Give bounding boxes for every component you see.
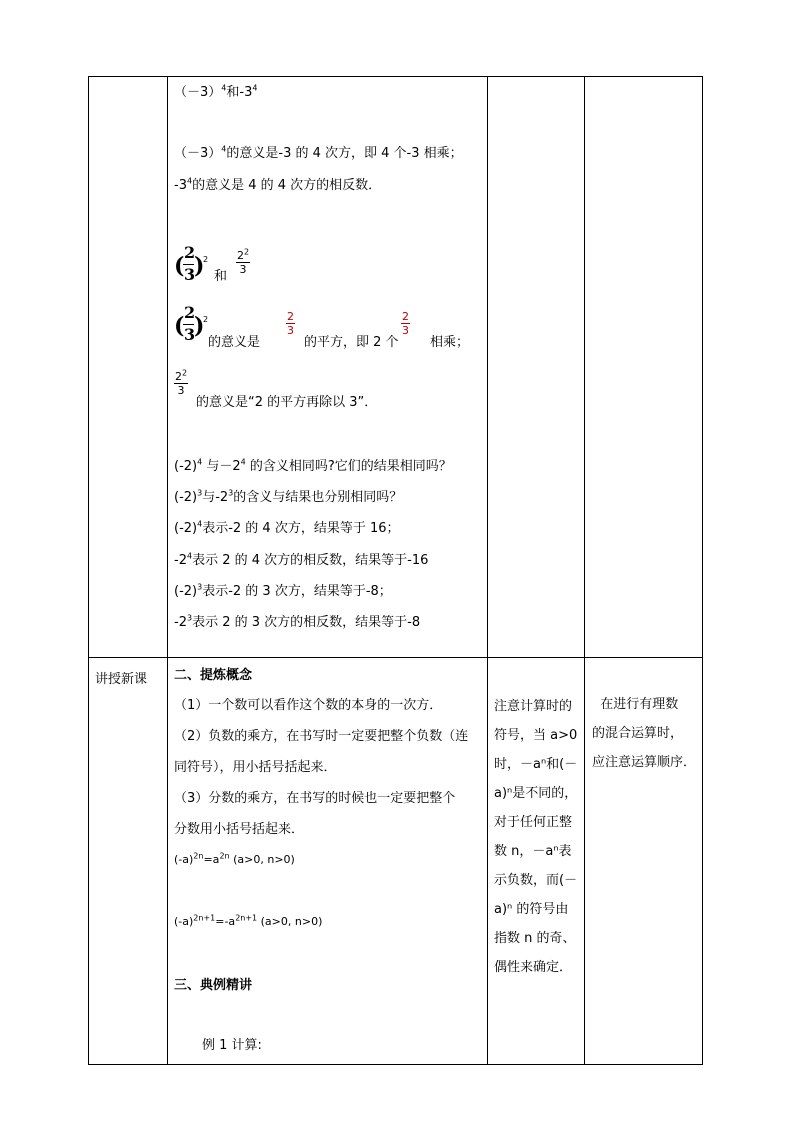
and-text: 和 [214,269,228,284]
fraction-squared-over-three: $\frac{2^2}{3}$ [237,247,250,276]
table-row [89,77,703,658]
fraction-power-expression: ( 2 3 ) 2 [174,243,209,284]
table-row [89,658,703,1065]
lesson-table [88,76,703,1065]
answer-line-2: $-2^4$表示 2 的 4 次方的相反数，结果等于-16 [174,551,429,568]
formula-even: $(-a)^{2n}=a^{2n}$ (a>0, n>0) [174,851,295,866]
answer-line-3: $(-2)^3$表示-2 的 3 次方，结果等于-8； [174,582,392,599]
meaning-text: 的意义是 [208,335,261,350]
red-fraction-2: $\frac{2}{3}$ [402,310,409,337]
answer-line-4: $-2^3$表示 2 的 3 次方的相反数，结果等于-8 [174,613,421,630]
concept-heading: 二、提炼概念 [174,668,253,683]
answer-line-1: $(-2)^4$表示-2 的 4 次方，结果等于 16； [174,519,400,536]
row1-content-cell [168,77,488,658]
remark-text: 在进行有理数 的混合运算时， 应注意运算顺序． [592,697,697,770]
concept-point-2b: 同符号），用小括号括起来． [174,760,337,775]
power-compare-line: $(-3)^4$和$-3^4$ [174,83,258,100]
power-meaning-line: $(-3)^4$的意义是-3 的 4 次方，即 4 个-3 相乘； [174,144,463,161]
row1-label-cell [89,77,168,658]
concept-point-3b: 分数用小括号括起来． [174,822,305,837]
row2-content-cell [168,658,488,1065]
row2-note-cell [488,658,585,1065]
red-fraction: $\frac{2}{3}$ [287,310,294,337]
example-heading: 三、典例精讲 [174,978,253,993]
formula-odd: $(-a)^{2n+1}=-a^{2n+1}$ (a>0, n>0) [174,913,323,928]
fraction-squared-over-three-2: $\frac{2^2}{3}$ [175,368,188,397]
concept-point-1: （1）一个数可以看作这个数的本身的一次方． [174,698,443,713]
note-text: 注意计算时的 符号，当 a>0 时，－aⁿ和(－ a)ⁿ是不同的， 对于任何正整 数 n，－aⁿ表 示负数，而(－ a)ⁿ 的符号由 指数 n 的奇、 偶性来确定． [494,699,578,975]
meaning-text-last: 的意义是“2 的平方再除以 3”． [196,395,378,410]
meaning-text-mid: 的平方，即 2 个 [304,335,399,350]
row2-remark-cell [585,658,703,1065]
power-meaning-line-2: $-3^4$的意义是 4 的 4 次方的相反数． [174,176,382,193]
concept-point-3a: （3）分数的乘方，在书写的时候也一定要把整个 [174,791,456,806]
example-1: 例 1 计算: [202,1038,262,1053]
section-label: 讲授新课 [95,672,148,687]
row1-note-cell [488,77,585,658]
concept-point-2a: （2）负数的乘方，在书写时一定要把整个负数（连 [174,729,469,744]
question-line-1: $(-2)^4$ 与$-2^4$ 的含义相同吗?它们的结果相同吗？ [174,457,452,474]
row2-label-cell [89,658,168,1065]
question-line-2: $(-2)^3$与$-2^3$的含义与结果也分别相同吗？ [174,488,403,505]
fraction-power-expression-2: ( 2 3 ) 2 [174,303,209,344]
meaning-text-post: 相乘； [430,335,470,350]
row1-remark-cell [585,77,703,658]
